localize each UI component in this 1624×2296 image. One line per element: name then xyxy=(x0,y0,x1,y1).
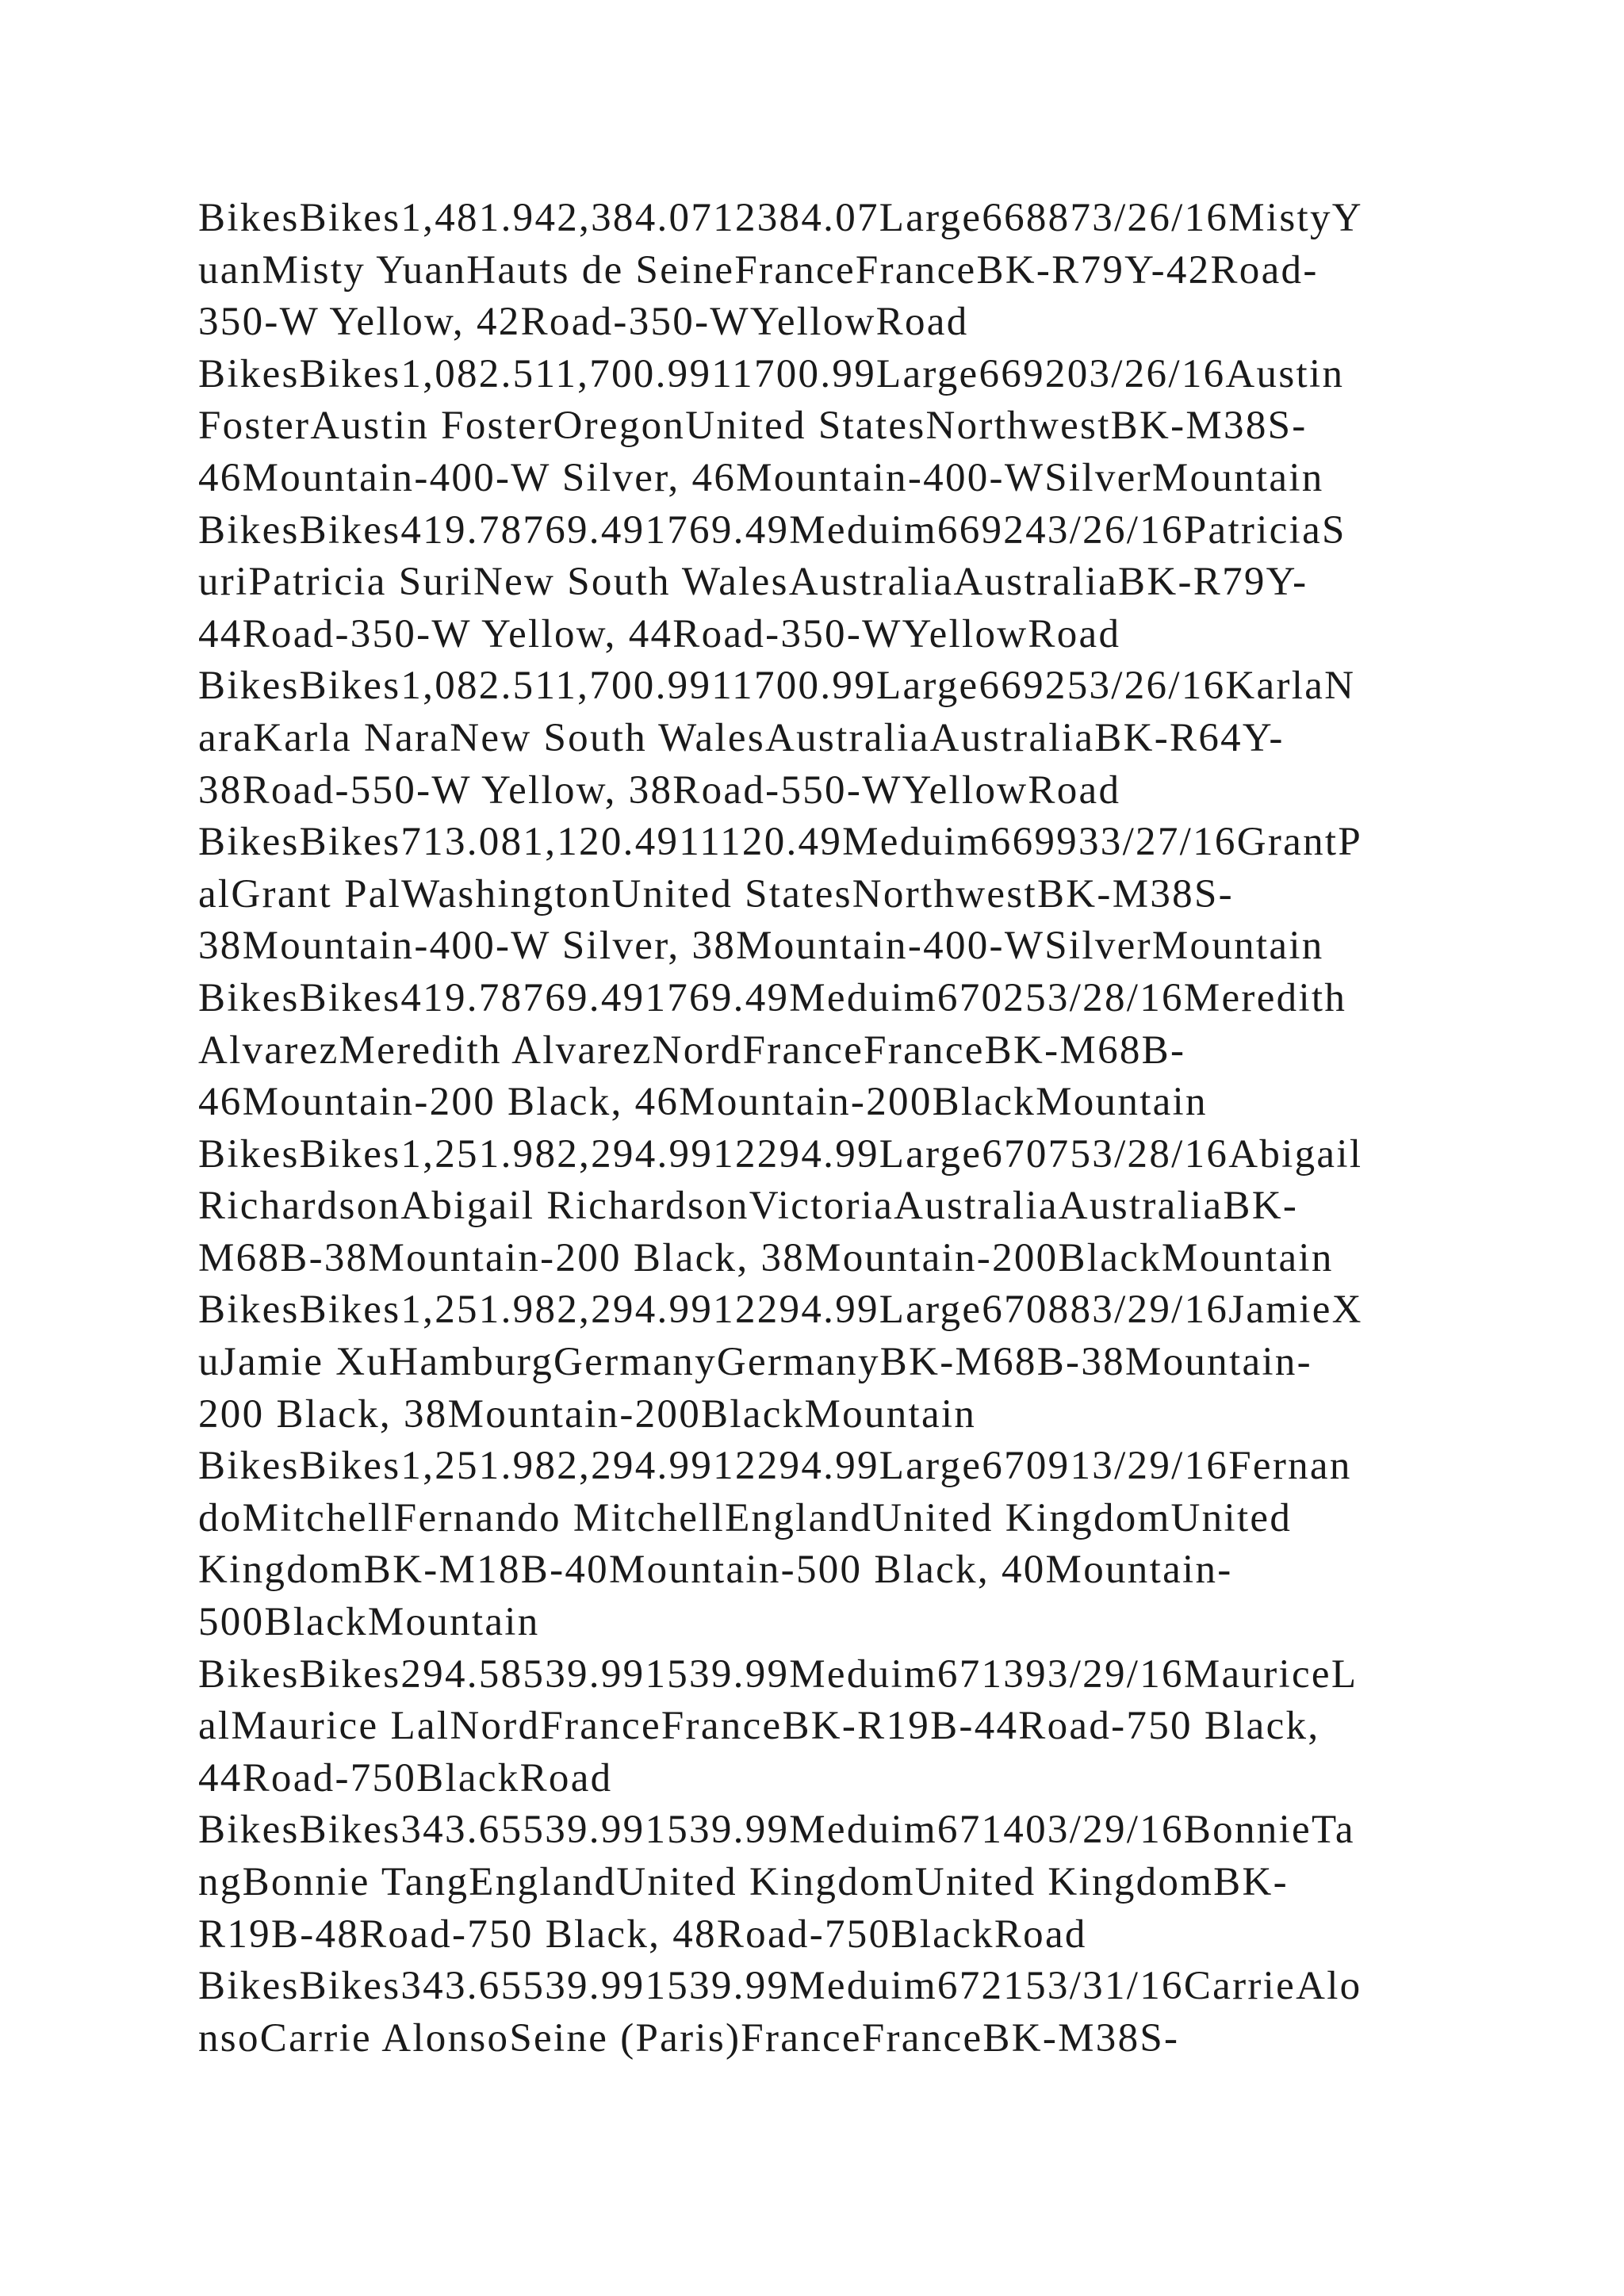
text-line: AlvarezMeredith AlvarezNordFranceFranceBK-M68B- xyxy=(198,1027,1186,1073)
text-line: BikesBikes1,251.982,294.9912294.99Large670883/29/16JamieX xyxy=(198,1288,1363,1333)
text-line: FosterAustin FosterOregonUnited StatesNorthwestBK-M38S- xyxy=(198,404,1308,449)
text-line: KingdomBK-M18B-40Mountain-500 Black, 40Mountain- xyxy=(198,1548,1233,1593)
text-line: BikesBikes1,481.942,384.0712384.07Large668873/26/16MistyY xyxy=(198,196,1363,240)
text-line: ngBonnie TangEnglandUnited KingdomUnited KingdomBK- xyxy=(198,1860,1289,1904)
text-line: alGrant PalWashingtonUnited StatesNorthwestBK-M38S- xyxy=(198,871,1234,916)
text-line: BikesBikes1,082.511,700.9911700.99Large669203/26/16Austin xyxy=(198,351,1345,396)
text-line: alMaurice LalNordFranceFranceBK-R19B-44Road-750 Black, xyxy=(198,1704,1320,1749)
text-line: uriPatricia SuriNew South WalesAustraliaAustraliaBK-R79Y- xyxy=(198,560,1308,605)
text-line: araKarla NaraNew South WalesAustraliaAustraliaBK-R64Y- xyxy=(198,715,1285,760)
text-line: BikesBikes1,251.982,294.9912294.99Large670913/29/16Fernan xyxy=(198,1444,1352,1489)
text-line: RichardsonAbigail RichardsonVictoriaAustraliaAustraliaBK- xyxy=(198,1184,1299,1229)
text-line: uJamie XuHamburgGermanyGermanyBK-M68B-38Mountain- xyxy=(198,1340,1312,1385)
text-line: BikesBikes419.78769.491769.49Meduim669243/26/16PatriciaS xyxy=(198,507,1346,553)
text-line: BikesBikes1,251.982,294.9912294.99Large670753/28/16Abigail xyxy=(198,1131,1363,1177)
text-line: BikesBikes343.65539.991539.99Meduim672153/31/16CarrieAlo xyxy=(198,1964,1362,2009)
text-line: 200 Black, 38Mountain-200BlackMountain xyxy=(198,1391,977,1437)
text-line: R19B-48Road-750 Black, 48Road-750BlackRoad xyxy=(198,1911,1087,1957)
text-line: nsoCarrie AlonsoSeine (Paris)FranceFranceBK-M38S- xyxy=(198,2015,1180,2061)
text-line: 44Road-750BlackRoad xyxy=(198,1755,613,1800)
text-line: 500BlackMountain xyxy=(198,1600,540,1645)
text-line: 46Mountain-200 Black, 46Mountain-200BlackMountain xyxy=(198,1080,1208,1125)
text-line: 350-W Yellow, 42Road-350-WYellowRoad xyxy=(198,300,969,345)
text-line: BikesBikes713.081,120.4911120.49Meduim669933/27/16GrantP xyxy=(198,820,1362,865)
text-line: 38Road-550-W Yellow, 38Road-550-WYellowRoad xyxy=(198,767,1121,813)
text-line: BikesBikes343.65539.991539.99Meduim671403/29/16BonnieTa xyxy=(198,1808,1355,1853)
text-line: uanMisty YuanHauts de SeineFranceFranceBK-R79Y-42Road- xyxy=(198,247,1319,293)
text-line: M68B-38Mountain-200 Black, 38Mountain-200BlackMountain xyxy=(198,1235,1334,1280)
text-line: 44Road-350-W Yellow, 44Road-350-WYellowRoad xyxy=(198,611,1121,656)
text-line: BikesBikes294.58539.991539.99Meduim671393/29/16MauriceL xyxy=(198,1651,1358,1697)
text-line: 46Mountain-400-W Silver, 46Mountain-400-WSilverMountain xyxy=(198,455,1324,500)
text-line: BikesBikes1,082.511,700.9911700.99Large669253/26/16KarlaN xyxy=(198,664,1356,709)
document-text-body xyxy=(198,193,1467,2064)
text-line: doMitchellFernando MitchellEnglandUnited KingdomUnited xyxy=(198,1495,1293,1540)
text-line: 38Mountain-400-W Silver, 38Mountain-400-WSilverMountain xyxy=(198,924,1324,969)
text-line: BikesBikes419.78769.491769.49Meduim670253/28/16Meredith xyxy=(198,975,1347,1020)
